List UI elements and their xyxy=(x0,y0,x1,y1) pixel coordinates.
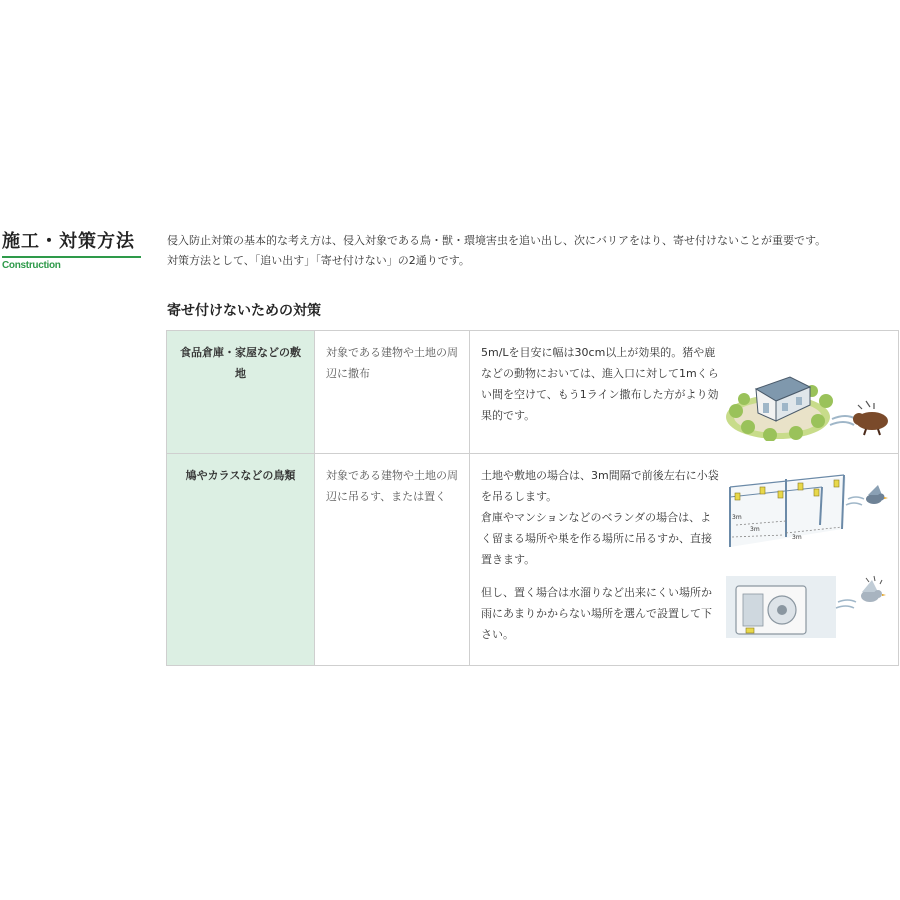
table-row xyxy=(167,454,899,666)
method-label: 対象である建物や土地の周辺に撒布 xyxy=(326,346,458,380)
air-conditioner-illustration xyxy=(726,572,891,644)
method-cell xyxy=(315,331,470,454)
description-text: 但し、置く場合は水溜りなど出来にくい場所か雨にあまりかからない場所を選んで設置して下さい。 xyxy=(481,586,712,641)
description-text: 土地や敷地の場合は、3m間隔で前後左右に小袋を吊るします。 xyxy=(481,469,719,503)
intro-line-2: 対策方法として、「追い出す」「寄せ付けない」の2通りです。 xyxy=(167,254,470,267)
distance-label: 3m xyxy=(732,514,742,521)
hanging-bags-illustration xyxy=(726,467,891,553)
target-cell xyxy=(167,331,315,454)
section-title-block xyxy=(2,229,141,271)
target-label: 鳩やカラスなどの鳥類 xyxy=(185,469,296,482)
distance-label: 3m xyxy=(750,526,760,533)
method-label: 対象である建物や土地の周辺に吊るす、または置く xyxy=(326,469,458,503)
target-label: 食品倉庫・家屋などの敷地 xyxy=(180,346,301,380)
target-cell xyxy=(167,454,315,666)
section-title: 施工・対策方法 xyxy=(2,229,141,258)
description-cell xyxy=(470,454,899,666)
intro-line-1: 侵入防止対策の基本的な考え方は、侵入対象である鳥・獣・環境害虫を追い出し、次にバリアをはり、寄せ付けないことが重要です。 xyxy=(167,234,827,247)
distance-label: 3m xyxy=(792,534,802,541)
description-text: 倉庫やマンションなどのベランダの場合は、よく留まる場所や巣を作る場所に吊るすか、直接置きます。 xyxy=(481,511,712,566)
section-subtitle: Construction xyxy=(2,260,61,271)
table-row xyxy=(167,331,899,454)
subheading: 寄せ付けないための対策 xyxy=(167,303,321,319)
description-text: 5m/Lを目安に幅は30cm以上が効果的。猪や鹿などの動物においては、進入口に対して1mくらい間を空けて、もう1ライン撒布した方がより効果的です。 xyxy=(481,346,719,422)
intro-text xyxy=(167,231,887,271)
house-boar-illustration xyxy=(726,359,891,441)
measures-table xyxy=(166,330,899,666)
method-cell xyxy=(315,454,470,666)
description-cell xyxy=(470,331,899,454)
